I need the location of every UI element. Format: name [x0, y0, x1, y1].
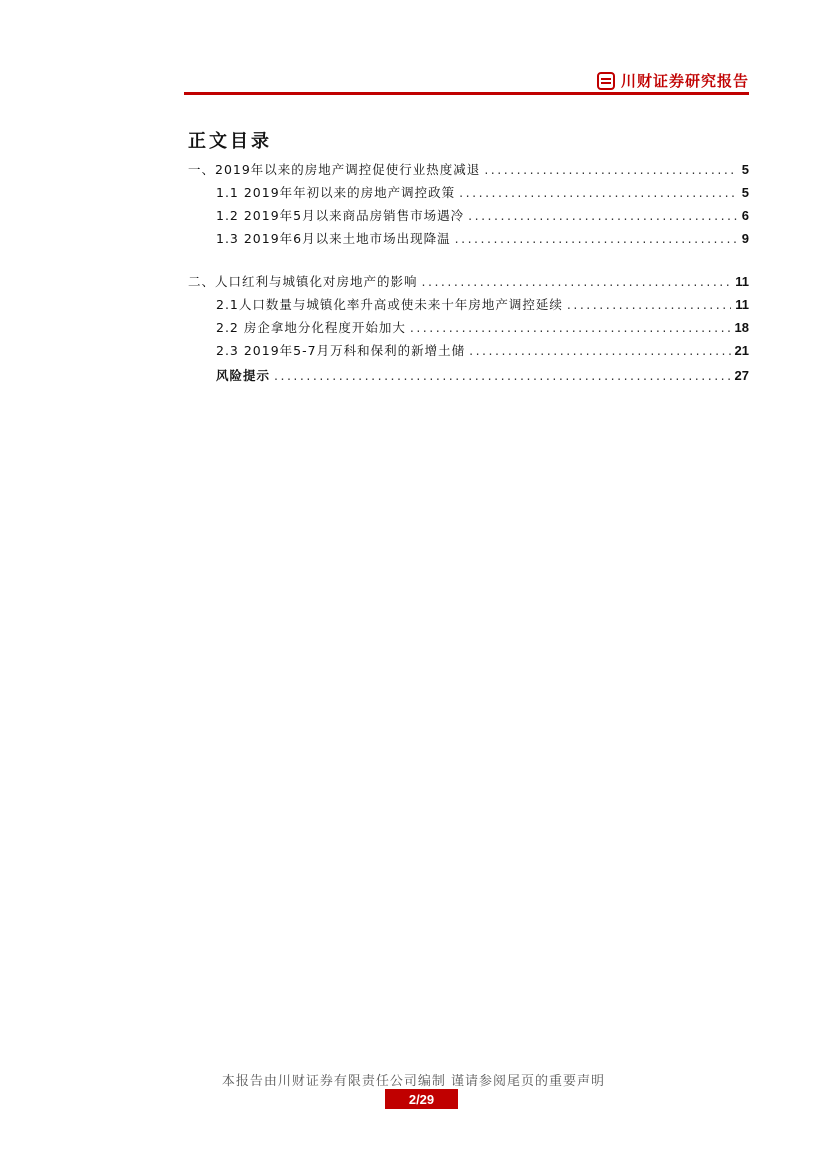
toc-entry-2[interactable]	[188, 274, 749, 290]
toc-entry-page: 21	[734, 343, 749, 358]
toc-entry-label: 1.1 2019年年初以来的房地产调控政策	[216, 185, 456, 200]
header-divider	[184, 92, 749, 95]
toc-entry-1-1[interactable]	[216, 185, 749, 201]
page-number-badge: 2/29	[385, 1089, 458, 1109]
toc-entry-page: 18	[734, 320, 749, 335]
toc-leader-dots	[469, 343, 730, 359]
toc-entry-label: 1.2 2019年5月以来商品房销售市场遇冷	[216, 208, 465, 223]
toc-entry-page: 5	[741, 162, 749, 177]
toc-entry-label: 风险提示	[216, 368, 271, 383]
toc-entry-page: 6	[741, 208, 749, 223]
toc-entry-2-1[interactable]	[216, 297, 749, 313]
toc-entry-1-3[interactable]	[216, 231, 749, 247]
toc-leader-dots	[484, 162, 737, 178]
toc-entry-label: 1.3 2019年6月以来土地市场出现降温	[216, 231, 451, 246]
footer-statement: 本报告由川财证券有限责任公司编制 谨请参阅尾页的重要声明	[221, 1074, 606, 1089]
brand-name: 川财证券研究报告	[620, 72, 749, 90]
toc-leader-dots	[459, 185, 738, 201]
toc-entry-page: 5	[741, 185, 749, 200]
toc-entry-1[interactable]	[188, 162, 749, 178]
toc-leader-dots	[455, 231, 738, 247]
toc-entry-1-2[interactable]	[216, 208, 749, 224]
toc-leader-dots	[410, 320, 731, 336]
report-header-brand	[597, 70, 749, 91]
toc-entry-label: 一、2019年以来的房地产调控促使行业热度减退	[188, 162, 481, 177]
toc-title: 正文目录	[188, 131, 272, 152]
chuancai-logo-icon	[597, 72, 615, 90]
toc-entry-page: 27	[734, 368, 749, 383]
toc-leader-dots	[468, 208, 738, 224]
toc-entry-risk[interactable]	[216, 368, 749, 384]
toc-entry-page: 11	[735, 297, 749, 312]
toc-entry-label: 2.2 房企拿地分化程度开始加大	[216, 320, 406, 335]
toc-entry-page: 9	[741, 231, 749, 246]
toc-leader-dots	[422, 274, 732, 290]
toc-leader-dots	[274, 368, 731, 384]
toc-entry-label: 二、人口红利与城镇化对房地产的影响	[188, 274, 418, 289]
toc-entry-2-2[interactable]	[216, 320, 749, 336]
toc-entry-label: 2.3 2019年5-7月万科和保利的新增土储	[216, 343, 466, 358]
toc-entry-page: 11	[735, 274, 749, 289]
toc-leader-dots	[567, 297, 731, 313]
toc-entry-2-3[interactable]	[216, 343, 749, 359]
toc-entry-label: 2.1人口数量与城镇化率升高或使未来十年房地产调控延续	[216, 297, 563, 312]
